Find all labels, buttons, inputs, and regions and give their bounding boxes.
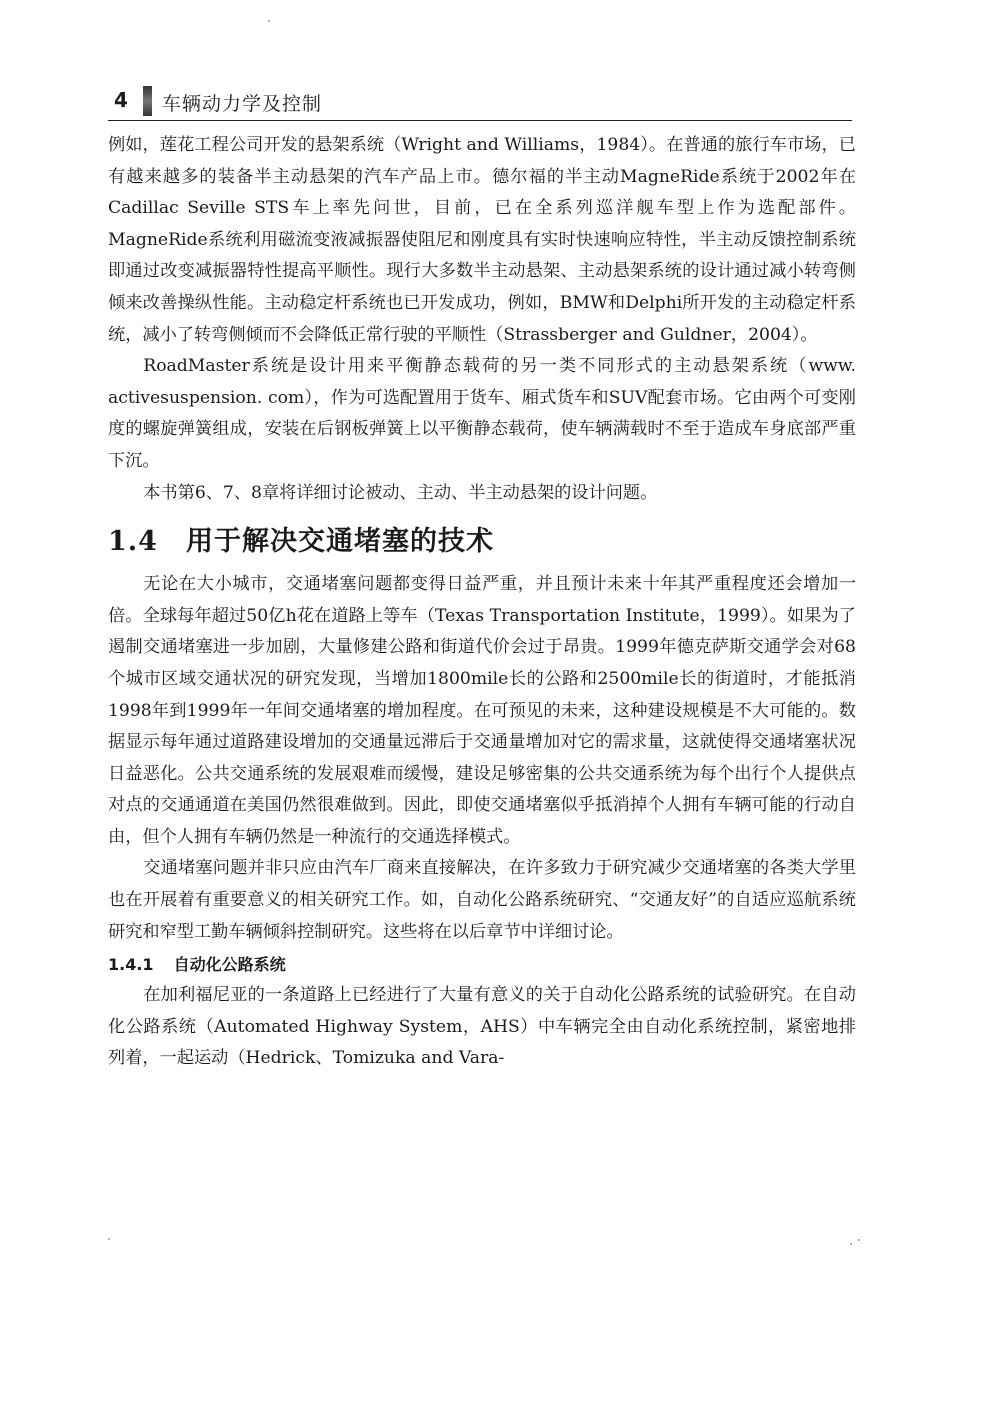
header-marker-bar bbox=[143, 86, 152, 116]
running-header bbox=[108, 86, 852, 121]
page-number: 4 bbox=[114, 88, 128, 112]
paragraph-chapter-reference: 本书第6、7、8章将详细讨论被动、主动、半主动悬架的设计问题。 bbox=[143, 482, 658, 503]
section-number: 1.4 bbox=[108, 526, 158, 558]
paragraph-traffic-congestion: 无论在大小城市，交通堵塞问题都变得日益严重，并且预计未来十年其严重程度还会增加一倍。全球每年超过50亿h花在道路上等车（Texas Transportation Institute，1999）。如果为了遏制交通堵塞进一步加剧，大量修建公路和街道代价会过于昂贵。1999年德克萨斯交通学会对68个城市区域交通状况的研究发现，当增加1800mile长的公路和2500mile长的街道时，才能抵消1998年到1999年一年间交通堵塞的增加程度。在可预见的未来，这种建设规模是不大可能的。数据显示每年通过道路建设增加的交通量远滞后于交通量增加对它的需求量，这就使得交通堵塞状况日益恶化。公共交通系统的发展艰难而缓慢，建设足够密集的公共交通系统为每个出行个人提供点对点的交通通道在美国仍然很难做到。因此，即使交通堵塞似乎抵消掉个人拥有车辆可能的行动自由，但个人拥有车辆仍然是一种流行的交通选择模式。 bbox=[108, 574, 856, 847]
subsection-heading bbox=[108, 950, 856, 980]
scan-speck bbox=[108, 1238, 110, 1240]
section-title: 用于解决交通堵塞的技术 bbox=[185, 526, 494, 558]
scan-speck bbox=[850, 1243, 852, 1245]
scan-speck bbox=[858, 1239, 860, 1241]
page-content bbox=[108, 130, 856, 1075]
book-title: 车辆动力学及控制 bbox=[162, 93, 323, 115]
paragraph-research: 交通堵塞问题并非只应由汽车厂商来直接解决，在许多致力于研究减少交通堵塞的各类大学里也在开展着有重要意义的相关研究工作。如，自动化公路系统研究、“交通友好”的自适应巡航系统研究和窄型工勤车辆倾斜控制研究。这些将在以后章节中详细讨论。 bbox=[108, 858, 856, 942]
paragraph-ahs: 在加利福尼亚的一条道路上已经进行了大量有意义的关于自动化公路系统的试验研究。在自动化公路系统（Automated Highway System，AHS）中车辆完全由自动化系统控制，紧密地排列着，一起运动（Hedrick、Tomizuka and Vara- bbox=[108, 985, 856, 1069]
paragraph-roadmaster: RoadMaster系统是设计用来平衡静态载荷的另一类不同形式的主动悬架系统（www. activesuspension. com），作为可选配置用于货车、厢式货车和SUV配套市场。它由两个可变刚度的螺旋弹簧组成，安装在后钢板弹簧上以平衡静态载荷，使车辆满载时不至于造成车身底部严重下沉。 bbox=[108, 356, 856, 471]
section-heading bbox=[108, 523, 856, 561]
subsection-number: 1.4.1 bbox=[108, 955, 154, 975]
paragraph-continued: 例如，莲花工程公司开发的悬架系统（Wright and Williams，1984）。在普通的旅行车市场，已有越来越多的装备半主动悬架的汽车产品上市。德尔福的半主动MagneRide系统于2002年在Cadillac Seville STS车上率先问世，目前，已在全系列巡洋舰车型上作为选配部件。MagneRide系统利用磁流变液减振器使阻尼和刚度具有实时快速响应特性，半主动反馈控制系统即通过改变减振器特性提高平顺性。现行大多数半主动悬架、主动悬架系统的设计通过减小转弯侧倾来改善操纵性能。主动稳定杆系统也已开发成功，例如，BMW和Delphi所开发的主动稳定杆系统，减小了转弯侧倾而不会降低正常行驶的平顺性（Strassberger and Guldner，2004）。 bbox=[108, 135, 856, 345]
subsection-title: 自动化公路系统 bbox=[173, 955, 286, 975]
scan-speck bbox=[268, 20, 270, 22]
